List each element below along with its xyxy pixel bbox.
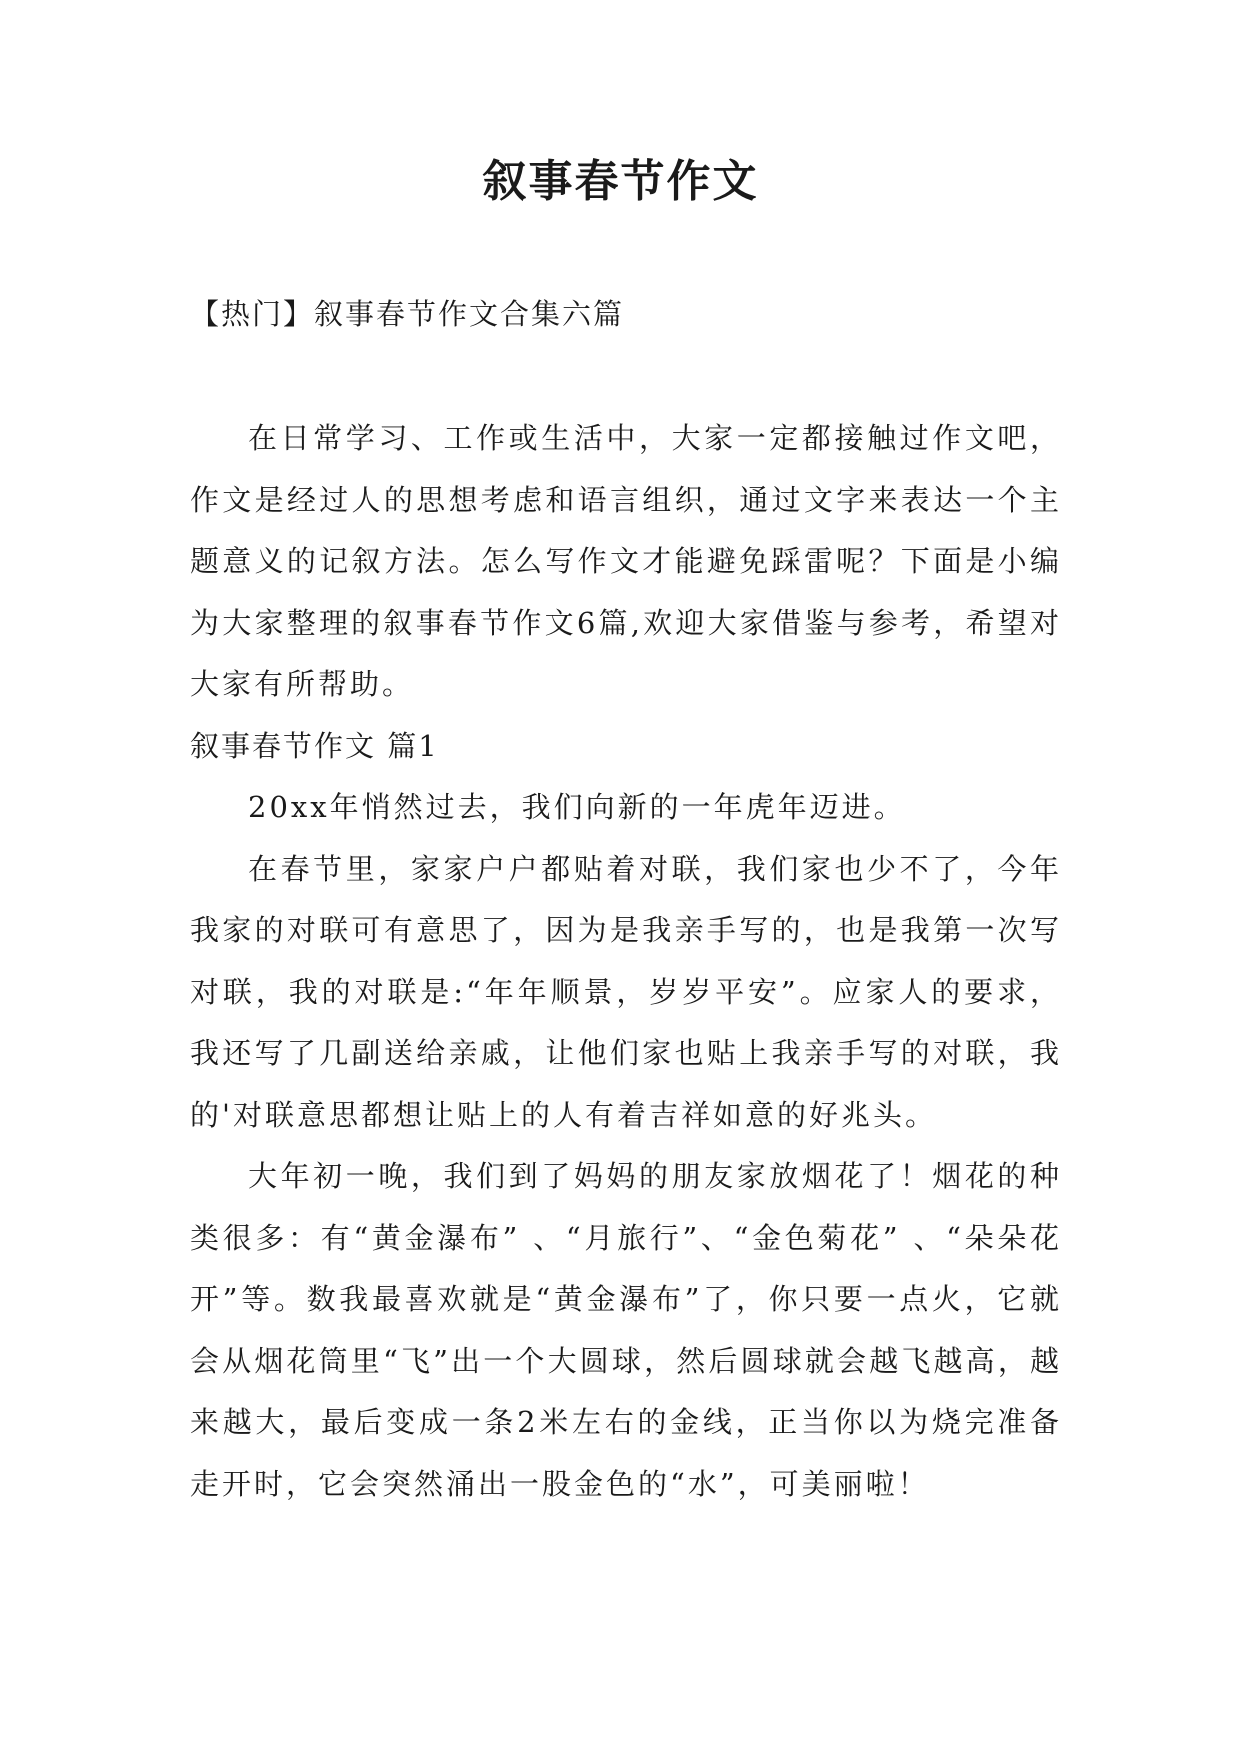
body-paragraph: 大年初一晚，我们到了妈妈的朋友家放烟花了！烟花的种类很多：有“黄金瀑布” 、“月旅行”、“金色菊花” 、“朵朵花开”等。数我最喜欢就是“黄金瀑布”了，你只要一点火，它就会从烟花筒里“飞”出一个大圆球，然后圆球就会越飞越高，越来越大，最后变成一条2米左右的金线，正当你以为烧完准备走开时，它会突然涌出一股金色的“水”，可美丽啦！ xyxy=(190,1159,1062,1501)
intro-paragraph: 在日常学习、工作或生活中，大家一定都接触过作文吧，作文是经过人的思想考虑和语言组织，通过文字来表达一个主题意义的记叙方法。怎么写作文才能避免踩雷呢？下面是小编为大家整理的叙事春节作文6篇,欢迎大家借鉴与参考，希望对大家有所帮助。 xyxy=(190,421,1062,701)
document-body xyxy=(190,408,1062,1515)
document-title: 叙事春节作文 xyxy=(482,156,759,207)
body-paragraph: 在春节里，家家户户都贴着对联，我们家也少不了，今年我家的对联可有意思了，因为是我亲手写的，也是我第一次写对联，我的对联是:“年年顺景，岁岁平安”。应家人的要求，我还写了几副送给亲戚，让他们家也贴上我亲手写的对联，我的'对联意思都想让贴上的人有着吉祥如意的好兆头。 xyxy=(190,851,1062,1132)
body-paragraph: 20xx年悄然过去，我们向新的一年虎年迈进。 xyxy=(248,790,906,824)
document-subtitle: 【热门】叙事春节作文合集六篇 xyxy=(190,297,625,331)
section-heading: 叙事春节作文 篇1 xyxy=(190,728,439,763)
